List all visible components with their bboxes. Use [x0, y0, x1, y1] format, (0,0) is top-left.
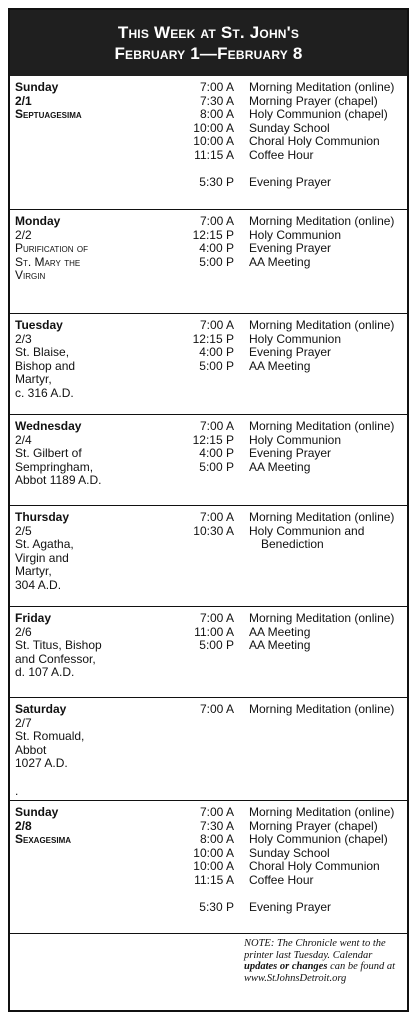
event-description: Morning Meditation (online)	[249, 318, 395, 332]
event-time: 7:30 A	[199, 818, 234, 833]
day-block	[10, 698, 407, 801]
event-time: 7:00 A	[199, 214, 234, 228]
day-name: Wednesday	[15, 419, 82, 433]
event-time: 7:30 A	[199, 93, 234, 108]
event-description: Choral Holy Communion	[249, 134, 380, 149]
event-row	[170, 806, 407, 820]
event-row	[170, 612, 407, 626]
event-time: 7:00 A	[199, 702, 234, 716]
day-block	[10, 506, 407, 607]
event-time: 12:15 P	[192, 331, 234, 346]
day-block	[10, 76, 407, 210]
day-name: Monday	[15, 214, 61, 228]
event-description: Morning Meditation (online)	[249, 611, 395, 625]
event-row	[170, 256, 407, 270]
event-row	[170, 360, 407, 374]
feast-line: Virgin and	[15, 550, 69, 565]
event-time: 5:30 P	[199, 175, 234, 190]
event-time: 5:00 P	[199, 459, 234, 474]
calendar-header	[10, 10, 407, 76]
event-description: Holy Communion (chapel)	[249, 832, 388, 847]
event-time: 12:15 P	[192, 227, 234, 242]
event-time: 8:00 A	[199, 107, 234, 122]
day-block	[10, 314, 407, 415]
day-date: 2/3	[15, 331, 32, 346]
day-date: 2/7	[15, 715, 32, 730]
event-description: Evening Prayer	[249, 900, 332, 915]
day-name: Saturday	[15, 702, 67, 716]
event-row	[170, 847, 407, 861]
event-row	[170, 874, 407, 888]
event-row	[170, 176, 407, 190]
event-description: Holy Communion	[249, 432, 342, 447]
feast-line: Sexagesima	[15, 832, 72, 847]
event-row	[170, 833, 407, 847]
feast-line: .	[15, 783, 19, 798]
website-link[interactable]: www.StJohnsDetroit.org	[244, 972, 347, 984]
day-name: Thursday	[15, 510, 70, 524]
note-text-updates: updates or changes	[244, 961, 328, 973]
note-row	[10, 934, 407, 1008]
event-description: Morning Meditation (online)	[249, 214, 395, 228]
event-row	[170, 149, 407, 163]
event-time: 8:00 A	[199, 832, 234, 847]
day-block	[10, 607, 407, 698]
event-row	[170, 525, 407, 539]
feast-line: Sempringham,	[15, 459, 94, 474]
event-time: 7:00 A	[199, 318, 234, 332]
event-description: Morning Meditation (online)	[249, 805, 395, 819]
event-description: Evening Prayer	[249, 446, 332, 461]
note-text-calendar: Calendar	[332, 949, 373, 961]
event-row	[170, 420, 407, 434]
event-time: 7:00 A	[199, 419, 234, 433]
event-time: 7:00 A	[199, 80, 234, 94]
event-row	[170, 703, 407, 717]
event-description: Morning Meditation (online)	[249, 419, 395, 433]
day-name: Sunday	[15, 805, 59, 819]
event-time: 10:00 A	[193, 845, 234, 860]
day-block	[10, 415, 407, 506]
event-row	[170, 346, 407, 360]
feast-line: Abbot 1189 A.D.	[15, 473, 102, 488]
event-time: 4:00 P	[199, 241, 234, 256]
printer-note	[244, 938, 399, 984]
event-row	[170, 242, 407, 256]
event-time: 7:00 A	[199, 611, 234, 625]
event-description: Coffee Hour	[249, 873, 314, 887]
feast-line: c. 316 A.D.	[15, 385, 74, 400]
event-description: Holy Communion and	[249, 523, 365, 538]
event-description: Morning Meditation (online)	[249, 80, 395, 94]
day-info	[15, 806, 155, 847]
event-row	[170, 901, 407, 915]
day-name: Tuesday	[15, 318, 63, 332]
feast-line	[15, 771, 155, 785]
day-info	[15, 612, 155, 680]
event-row	[170, 434, 407, 448]
feast-line: 1027 A.D.	[15, 756, 68, 771]
event-description: Coffee Hour	[249, 148, 314, 162]
event-row	[170, 447, 407, 461]
event-row	[170, 639, 407, 653]
feast-line: Bishop and	[15, 358, 76, 373]
event-row	[170, 511, 407, 525]
feast-line: Purification of	[15, 241, 88, 256]
event-row	[170, 81, 407, 95]
event-description: AA Meeting	[249, 624, 311, 639]
event-row	[170, 122, 407, 136]
event-time: 11:15 A	[194, 148, 234, 162]
feast-line: St. Gilbert of	[15, 446, 82, 461]
event-description: Morning Prayer (chapel)	[249, 93, 378, 108]
event-time: 11:00 A	[194, 624, 234, 639]
day-block	[10, 801, 407, 934]
feast-line: St. Mary the	[15, 254, 81, 269]
event-time: 7:00 A	[199, 805, 234, 819]
event-time: 4:00 P	[199, 446, 234, 461]
event-row	[170, 333, 407, 347]
event-description: Holy Communion (chapel)	[249, 107, 388, 122]
event-time: 11:15 A	[194, 873, 234, 887]
calendar-frame	[8, 8, 409, 1012]
event-description: Evening Prayer	[249, 241, 332, 256]
event-row	[170, 215, 407, 229]
feast-line: Abbot	[15, 742, 47, 757]
feast-line: d. 107 A.D.	[15, 665, 75, 680]
event-description: AA Meeting	[249, 638, 311, 653]
day-date: 2/2	[15, 227, 32, 242]
event-time: 10:00 A	[193, 120, 234, 135]
event-description: Evening Prayer	[249, 175, 332, 190]
header-title: This Week at St. John's	[117, 23, 300, 42]
feast-line: Martyr,	[15, 372, 52, 387]
event-time: 5:00 P	[199, 254, 234, 269]
event-time: 10:00 A	[193, 134, 234, 149]
feast-line: Martyr,	[15, 564, 52, 579]
event-description: Morning Prayer (chapel)	[249, 818, 378, 833]
event-description: AA Meeting	[249, 254, 311, 269]
event-time: 10:00 A	[193, 859, 234, 874]
day-date: 2/4	[15, 432, 32, 447]
day-block	[10, 210, 407, 314]
event-row	[170, 95, 407, 109]
event-description: Sunday School	[249, 120, 330, 135]
event-time: 5:00 P	[199, 358, 234, 373]
day-info	[15, 319, 155, 401]
event-description: Holy Communion	[249, 227, 342, 242]
event-description: Morning Meditation (online)	[249, 510, 395, 524]
event-description: Morning Meditation (online)	[249, 702, 395, 716]
event-description: Holy Communion	[249, 331, 342, 346]
event-row	[170, 461, 407, 475]
day-info	[15, 215, 155, 283]
event-time: 5:30 P	[199, 900, 234, 915]
day-date: 2/6	[15, 624, 32, 639]
feast-line: Virgin	[15, 268, 46, 283]
event-row	[170, 860, 407, 874]
event-time: 7:00 A	[199, 510, 234, 524]
day-name: Friday	[15, 611, 52, 625]
event-row	[170, 626, 407, 640]
event-row	[170, 820, 407, 834]
day-name: Sunday	[15, 80, 59, 94]
event-description: Sunday School	[249, 845, 330, 860]
event-time: 5:00 P	[199, 638, 234, 653]
event-row	[170, 108, 407, 122]
event-time: 12:15 P	[192, 432, 234, 447]
feast-line: and Confessor,	[15, 651, 96, 666]
feast-line: Septuagesima	[15, 107, 82, 122]
event-description-continued: Benediction	[261, 537, 324, 552]
feast-line: 304 A.D.	[15, 577, 62, 592]
day-info	[15, 81, 155, 122]
feast-line: St. Romuald,	[15, 729, 85, 744]
event-description: Evening Prayer	[249, 345, 332, 360]
event-row	[170, 229, 407, 243]
event-description: Choral Holy Communion	[249, 859, 380, 874]
event-description: AA Meeting	[249, 358, 311, 373]
day-info	[15, 511, 155, 593]
day-list	[10, 76, 407, 934]
header-date-range: February 1—February 8	[114, 44, 303, 63]
event-description: AA Meeting	[249, 459, 311, 474]
note-text: NOTE: The Chronicle went to the printer last Tuesday.	[244, 938, 386, 961]
day-date: 2/8	[15, 818, 32, 833]
note-text-found: can be found at	[327, 961, 396, 973]
event-time: 10:30 A	[193, 523, 234, 538]
feast-line: St. Agatha,	[15, 537, 74, 552]
day-info	[15, 420, 155, 488]
event-row	[170, 319, 407, 333]
day-date: 2/1	[15, 93, 32, 108]
event-row-continued	[170, 538, 407, 552]
event-row	[170, 135, 407, 149]
day-info	[15, 703, 155, 798]
feast-line: St. Blaise,	[15, 345, 70, 360]
event-time: 4:00 P	[199, 345, 234, 360]
feast-line: St. Titus, Bishop	[15, 638, 102, 653]
day-date: 2/5	[15, 523, 32, 538]
